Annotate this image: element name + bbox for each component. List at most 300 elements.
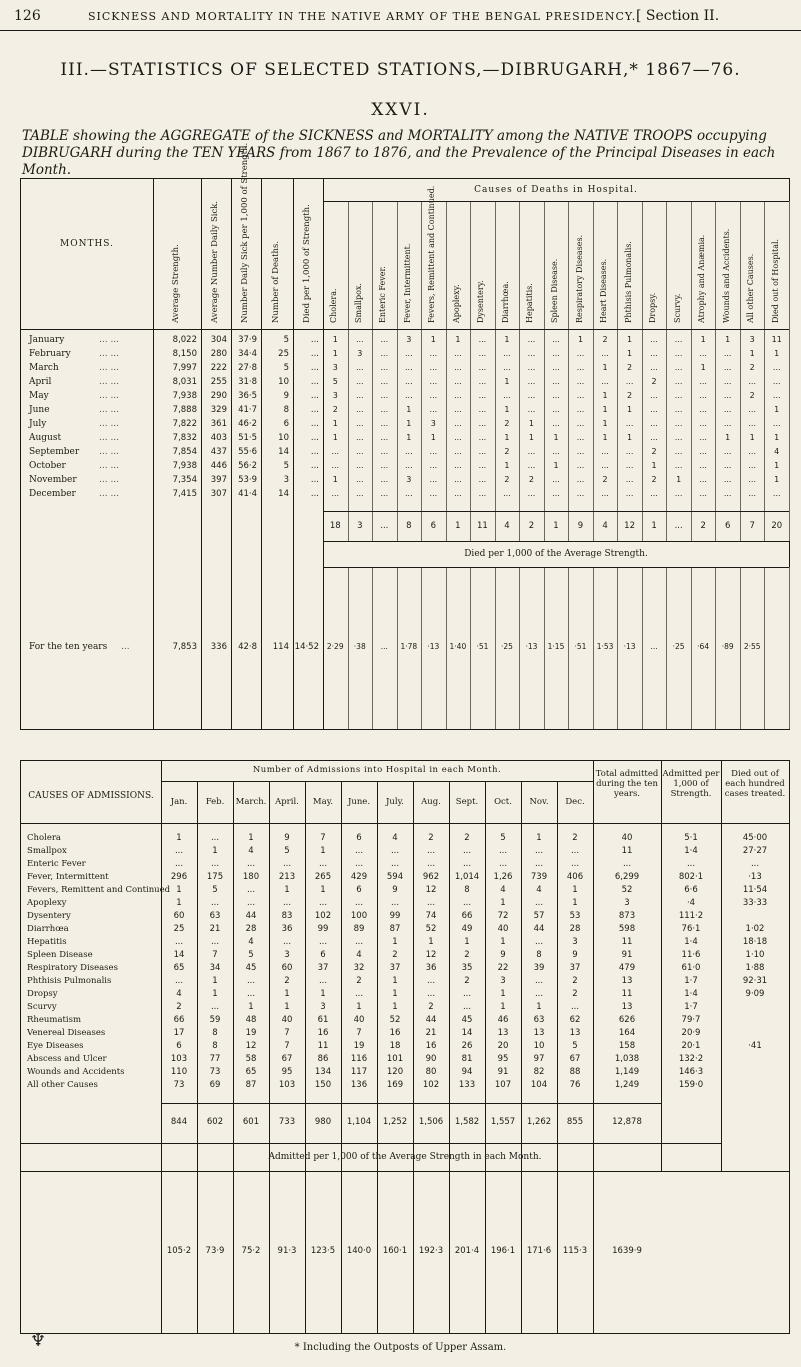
table-cell: 1,014 (454, 872, 480, 882)
month-header: Dec. (565, 797, 585, 807)
table-cell: 5 (284, 846, 290, 856)
table-cell: 1 (176, 833, 182, 843)
table-cell: ... (354, 859, 364, 869)
table-cell: 2 (627, 391, 633, 400)
table-cell: 175 (206, 872, 224, 882)
per1000-month-cell: 75·2 (241, 1246, 261, 1256)
total-cell: 11 (621, 937, 633, 947)
table-cell: 40 (281, 1015, 293, 1025)
table-cell: 16 (425, 1041, 437, 1051)
table-cell: ... (650, 489, 658, 498)
died-per-hundred-header: Died out of each hundred cases treated. (724, 769, 786, 799)
table-cell: 2 (528, 475, 534, 484)
table-cell: 89 (353, 924, 365, 934)
cause-label: Fevers, Remittent and Continued (27, 885, 171, 895)
cause-total-cell: 3 (357, 521, 363, 531)
table-cell: 1 (774, 475, 780, 484)
column-rule (789, 567, 790, 729)
month-total-cell: 1,506 (418, 1117, 444, 1127)
table-cell: ... (534, 937, 544, 947)
ten-year-cause-cell: 1·40 (449, 642, 467, 651)
months-header: MONTHS. (59, 239, 115, 249)
ten-year-top-rule (323, 567, 789, 568)
month-header: April. (275, 797, 299, 807)
table-cell: 81 (461, 1054, 473, 1064)
table-cell: ... (429, 405, 438, 414)
cause-label: Abscess and Ulcer (27, 1054, 107, 1064)
cause-total-cell: 6 (430, 521, 437, 531)
leader-dots: ... ... (99, 419, 120, 429)
month-header: Sept. (455, 797, 479, 807)
cause-column-header: Phthisis Pulmonalis. (623, 241, 633, 323)
table-cell: 22 (497, 963, 509, 973)
totals-top-rule (161, 1103, 661, 1104)
table-cell: ... (570, 846, 580, 856)
table-cell: ... (380, 377, 389, 386)
month-label: August (29, 433, 62, 443)
table-cell: ... (462, 989, 472, 999)
table-cell: ... (527, 363, 536, 372)
cause-total-cell: 2 (528, 521, 535, 531)
table-cell: ... (650, 363, 658, 372)
table-cell: ... (576, 447, 585, 456)
table-cell: ... (405, 391, 413, 400)
table-cell: 1 (602, 363, 608, 372)
table-cell: 1 (332, 335, 338, 344)
table-cell: ... (454, 433, 462, 442)
table-cell: 7,854 (172, 447, 197, 457)
table-cell: 45 (245, 963, 257, 973)
table-cell: ... (331, 489, 340, 498)
table-cell: 1 (528, 433, 534, 442)
cause-label: Scurvy (27, 1002, 57, 1012)
table-cell: 429 (350, 872, 368, 882)
table-cell: 19 (353, 1041, 365, 1051)
table-cell: ... (527, 447, 536, 456)
table-cell: 6 (176, 1041, 182, 1051)
table-cell: ... (552, 349, 560, 358)
table-cell: ... (625, 377, 634, 386)
table-cell: 103 (170, 1054, 188, 1064)
table-cell: 74 (425, 911, 437, 921)
table-cell: 265 (314, 872, 332, 882)
ten-year-cause-cell: ... (380, 642, 388, 651)
month-total-cell: 1,262 (526, 1117, 552, 1127)
table-cell: 1 (627, 349, 633, 358)
died-cell: 27·27 (742, 846, 768, 856)
leader-dots: ... ... (99, 349, 120, 359)
table-cell: ... (310, 447, 319, 457)
table-cell: 67 (569, 1054, 581, 1064)
leader-dots: ... (121, 642, 130, 652)
month-total-cell: 1,557 (490, 1117, 516, 1127)
table-cell: 1 (572, 885, 578, 895)
table-cell: ... (748, 419, 757, 428)
table-cell: 53 (569, 911, 581, 921)
table-cell: 2 (602, 475, 608, 484)
table-cell: ... (426, 898, 436, 908)
table-cell: 2 (627, 363, 633, 372)
per1000-cell: 79·7 (681, 1015, 701, 1025)
table-cell: ... (405, 349, 413, 358)
cause-total-cell: ... (674, 521, 683, 531)
table-cell: ... (625, 419, 634, 428)
table-cell: ... (527, 405, 536, 414)
table-cell: ... (503, 489, 511, 498)
table-cell: 103 (278, 1080, 296, 1090)
table-cell: 36 (425, 963, 437, 973)
table-cell: ... (380, 447, 389, 456)
per1000-month-cell: 115·3 (562, 1246, 588, 1256)
table-cell: 73 (173, 1080, 185, 1090)
table-cell: ... (723, 377, 732, 386)
table-cell: 136 (350, 1080, 368, 1090)
cause-column-header: Died out of Hospital. (770, 238, 780, 323)
table-cell: ... (674, 349, 683, 358)
page-number: 126 (14, 8, 41, 24)
table-cell: ... (772, 489, 781, 498)
table-cell: ... (552, 335, 560, 344)
table-cell: 94 (461, 1067, 473, 1077)
table-cell: ... (570, 859, 580, 869)
cause-column-header: Diarrhœa. (500, 281, 510, 323)
table-cell: 60 (281, 963, 293, 973)
leader-dots: ... ... (99, 377, 120, 387)
table-cell: ... (478, 391, 487, 400)
table-cell: ... (210, 1002, 220, 1012)
table-cell: 87 (245, 1080, 257, 1090)
table-cell: 1 (504, 461, 510, 470)
per1000-month-cell: 140·0 (346, 1246, 372, 1256)
table-cell: ... (355, 391, 364, 400)
ten-year-cause-cell: ·51 (574, 642, 587, 651)
per1000-cell: 1·4 (684, 937, 698, 947)
total-cell: ... (622, 859, 632, 869)
table-cell: ... (354, 846, 364, 856)
table-cell: 1 (553, 461, 559, 470)
table-cell: 169 (386, 1080, 404, 1090)
table-cell: 52 (389, 1015, 401, 1025)
table-cell: 1 (504, 335, 510, 344)
table-cell: 2 (284, 976, 290, 986)
table-cell: 2 (356, 976, 362, 986)
table-cell: 8 (536, 950, 542, 960)
table-cell: 1 (248, 1002, 254, 1012)
table-cell: ... (674, 335, 683, 344)
table-cell: 12 (245, 1041, 257, 1051)
died-cell: 92·31 (742, 976, 768, 986)
table-cell: 14 (173, 950, 185, 960)
ten-year-cause-cell: ·51 (476, 642, 489, 651)
table-cell: 61 (317, 1015, 329, 1025)
died-cell: 9·09 (745, 989, 765, 999)
table-cell: ... (674, 391, 683, 400)
ten-year-cause-cell: ·89 (721, 642, 734, 651)
cause-column-header: Fevers, Remittent and Continued. (427, 185, 437, 323)
table-cell: ... (478, 363, 487, 372)
table-cell: 2 (464, 950, 470, 960)
month-group-rule (161, 781, 593, 782)
table-caption: TABLE showing the AGGREGATE of the SICKNESS and MORTALITY among the NATIVE TROOPS occupying DIBRUGARH during the TEN YEARS from 1867 to 1876, and the Prevalence of the Principal Diseases in each Month. (22, 128, 776, 178)
cause-column-header: Dysentery. (476, 280, 486, 323)
table-cell: ... (354, 937, 364, 947)
table-cell: ... (699, 461, 707, 470)
per1000-cell: 146·3 (678, 1067, 704, 1077)
table-cell: 1 (602, 433, 608, 442)
cause-total-cell: 9 (577, 521, 584, 531)
table-cell: ... (426, 846, 436, 856)
per1000-month-cell: 201·4 (454, 1246, 480, 1256)
table-cell: 28 (245, 924, 257, 934)
month-label: July (29, 419, 47, 429)
per1000-month-cell: 192·3 (418, 1246, 444, 1256)
month-label: March (29, 363, 59, 373)
table-cell: ... (282, 859, 292, 869)
table-cell: ... (576, 419, 585, 428)
table-cell: 110 (170, 1067, 188, 1077)
table-cell: 62 (569, 1015, 581, 1025)
table-cell: ... (723, 363, 732, 372)
table-cell: 9 (572, 950, 578, 960)
cause-label: Phthisis Pulmonalis (27, 976, 112, 986)
cause-total-cell: 1 (553, 521, 559, 531)
table-cell: 120 (386, 1067, 404, 1077)
table-cell: 594 (386, 872, 404, 882)
table-cell: 63 (209, 911, 221, 921)
table-cell: ... (380, 489, 389, 498)
total-cell: 6,299 (614, 872, 640, 882)
table-cell: ... (380, 391, 389, 400)
table-cell: 27·8 (238, 363, 257, 373)
ten-year-cause-cell: ·25 (672, 642, 685, 651)
cause-column-header: Respiratory Diseases. (574, 234, 584, 323)
table-cell: 28 (569, 924, 581, 934)
table-cell: 1 (676, 475, 682, 484)
table-cell: 31·8 (238, 377, 257, 387)
table-cell: ... (723, 349, 732, 358)
table-cell: 7 (284, 1041, 290, 1051)
table-cell: ... (429, 391, 438, 400)
table-cell: 1 (500, 937, 506, 947)
admitted-per-1000-label: Admitted per 1,000 of the Average Strength in each Month. (268, 1152, 542, 1162)
month-total-cell: 733 (278, 1117, 296, 1127)
table-cell: 1 (774, 433, 780, 442)
table-cell: 446 (210, 461, 227, 471)
table-cell: 5 (283, 335, 289, 345)
ten-year-cell: 42·8 (238, 642, 257, 652)
table-cell: 37 (389, 963, 401, 973)
table-cell: 1 (774, 405, 780, 414)
table-cell: 60 (173, 911, 185, 921)
column-header: Died per 1,000 of Strength. (302, 204, 312, 323)
table-cell: ... (429, 489, 438, 498)
table-cell: ... (454, 349, 462, 358)
table-cell: ... (674, 461, 683, 470)
table-cell: ... (390, 898, 400, 908)
table-cell: ... (674, 405, 683, 414)
table-cell: 4 (248, 937, 254, 947)
month-label: January (29, 335, 65, 345)
table-cell: 26 (461, 1041, 473, 1051)
table-cell: ... (380, 335, 389, 344)
table-cell: ... (699, 489, 707, 498)
table-cell: 280 (210, 349, 227, 359)
cause-column-header: Heart Diseases. (599, 258, 609, 323)
table-cell: 10 (278, 377, 289, 387)
table-cell: ... (478, 489, 487, 498)
table-cell: 1 (500, 1002, 506, 1012)
grand-total-cell: 12,878 (612, 1117, 642, 1127)
ten-year-cause-cell: ... (650, 642, 658, 651)
per1000-month-cell: 123·5 (310, 1246, 336, 1256)
table-cell: 11 (317, 1041, 329, 1051)
table-cell: 1 (553, 433, 559, 442)
table-cell: 361 (210, 419, 227, 429)
table-cell: ... (650, 349, 658, 358)
table-cell: 102 (314, 911, 332, 921)
table-cell: 4 (176, 989, 182, 999)
table-cell: 1 (651, 461, 657, 470)
table-cell: 1 (284, 989, 290, 999)
table-cell: 12 (425, 885, 437, 895)
table-cell: ... (674, 489, 683, 498)
table-cell: ... (699, 391, 707, 400)
table-cell: 37 (317, 963, 329, 973)
cause-column-header: Scurvy. (672, 293, 682, 323)
table-cell: 255 (210, 377, 227, 387)
cause-column-header: Fever, Intermittent. (402, 243, 412, 323)
table-cell: 2 (464, 833, 470, 843)
month-header: Feb. (205, 797, 225, 807)
table-cell: ... (699, 377, 707, 386)
table-cell: ... (246, 989, 256, 999)
section-label: [ Section II. (636, 8, 720, 24)
table-cell: 21 (209, 924, 221, 934)
table-cell: ... (478, 447, 487, 456)
table-cell: ... (503, 363, 511, 372)
table-cell: ... (310, 377, 319, 387)
table-cell: 1 (577, 335, 584, 344)
ten-year-cause-cell: ·13 (525, 642, 538, 651)
table-cell: ... (454, 419, 462, 428)
table-cell: 3 (332, 363, 338, 372)
table-cell: ... (429, 461, 438, 470)
table-cell: 53·9 (238, 475, 257, 485)
table-cell: 296 (170, 872, 188, 882)
cause-column-header: Apoplexy. (451, 284, 461, 323)
table-cell: 65 (245, 1067, 257, 1077)
table-cell: ... (552, 405, 560, 414)
table-cell: 1 (320, 885, 326, 895)
cause-total-cell: 20 (771, 521, 783, 531)
leader-dots: ... ... (99, 475, 120, 485)
table-cell: ... (310, 475, 319, 485)
cause-label: Rheumatism (27, 1015, 82, 1025)
table-cell: ... (174, 976, 184, 986)
table-cell: 7,938 (172, 461, 197, 471)
table-cell: 3 (406, 475, 412, 484)
cause-label: Apoplexy (27, 898, 67, 908)
total-cell: 13 (621, 1002, 633, 1012)
table-cell: ... (699, 433, 707, 442)
cause-column-header: Hepatitis. (525, 283, 535, 323)
table-cell: 55·6 (238, 447, 257, 457)
table-cell: 1 (176, 898, 182, 908)
month-header: Aug. (421, 797, 441, 807)
table-cell: 44 (533, 924, 545, 934)
table-cell: 5 (332, 377, 338, 386)
table-cell: 102 (422, 1080, 440, 1090)
ten-year-cell: 14·52 (294, 642, 319, 652)
table-cell: 1 (284, 1002, 290, 1012)
table-cell: ... (310, 461, 319, 471)
month-header: June. (347, 797, 371, 807)
table-cell: 3 (283, 475, 289, 485)
table-cell: ... (318, 898, 328, 908)
table-cell: 437 (210, 447, 227, 457)
causes-of-admissions-header: CAUSES OF ADMISSIONS. (28, 791, 154, 801)
table-cell: ... (462, 898, 472, 908)
table-cell: ... (246, 885, 256, 895)
table-cell: 1 (455, 335, 461, 344)
per1000-month-cell: 160·1 (382, 1246, 408, 1256)
table-cell: ... (478, 475, 487, 484)
table-cell: 8 (212, 1041, 218, 1051)
table-cell: 77 (209, 1054, 221, 1064)
running-header (0, 6, 801, 28)
table-cell: ... (527, 377, 536, 386)
table-cell: 2 (572, 833, 578, 843)
table-cell: ... (426, 989, 436, 999)
table-cell: 67 (281, 1054, 293, 1064)
per1000-total-cell: 1639·9 (612, 1246, 642, 1256)
table-cell: 1 (602, 419, 608, 428)
total-cell: 873 (618, 911, 636, 921)
table-cell: ... (601, 489, 609, 498)
cause-label: Diarrhœa (27, 924, 69, 934)
cause-label: All other Causes (27, 1080, 98, 1090)
per1000-cell: 1·4 (684, 846, 698, 856)
table-cell: 104 (530, 1080, 548, 1090)
table-cell: 83 (281, 911, 293, 921)
died-cell: 11·54 (742, 885, 768, 895)
table-cell: 90 (425, 1054, 437, 1064)
table-cell: ... (527, 349, 536, 358)
died-cell: ·13 (748, 872, 762, 882)
table-cell: ... (723, 405, 732, 414)
month-header: Nov. (529, 797, 549, 807)
table-cell: 8,022 (172, 335, 197, 345)
table-cell: 17 (173, 1028, 185, 1038)
table-cell: 86 (317, 1054, 329, 1064)
cause-label: Spleen Disease (27, 950, 93, 960)
table-cell: ... (331, 461, 340, 470)
table-cell: ... (527, 489, 536, 498)
table-cell: ... (748, 405, 757, 414)
table-cell: 40 (353, 1015, 365, 1025)
table-cell: 76 (569, 1080, 581, 1090)
table-cell: ... (454, 363, 462, 372)
cause-total-cell: 6 (724, 521, 731, 531)
table-cell: ... (772, 377, 781, 386)
month-label: November (29, 475, 77, 485)
table-cell: ... (576, 349, 585, 358)
per1000-cell: 132·2 (678, 1054, 704, 1064)
table-cell: 1 (406, 419, 412, 428)
table-cell: ... (534, 976, 544, 986)
admitted-per-1000-header: Admitted per 1,000 of Strength. (662, 769, 720, 799)
table-cell: 37·9 (238, 335, 257, 345)
